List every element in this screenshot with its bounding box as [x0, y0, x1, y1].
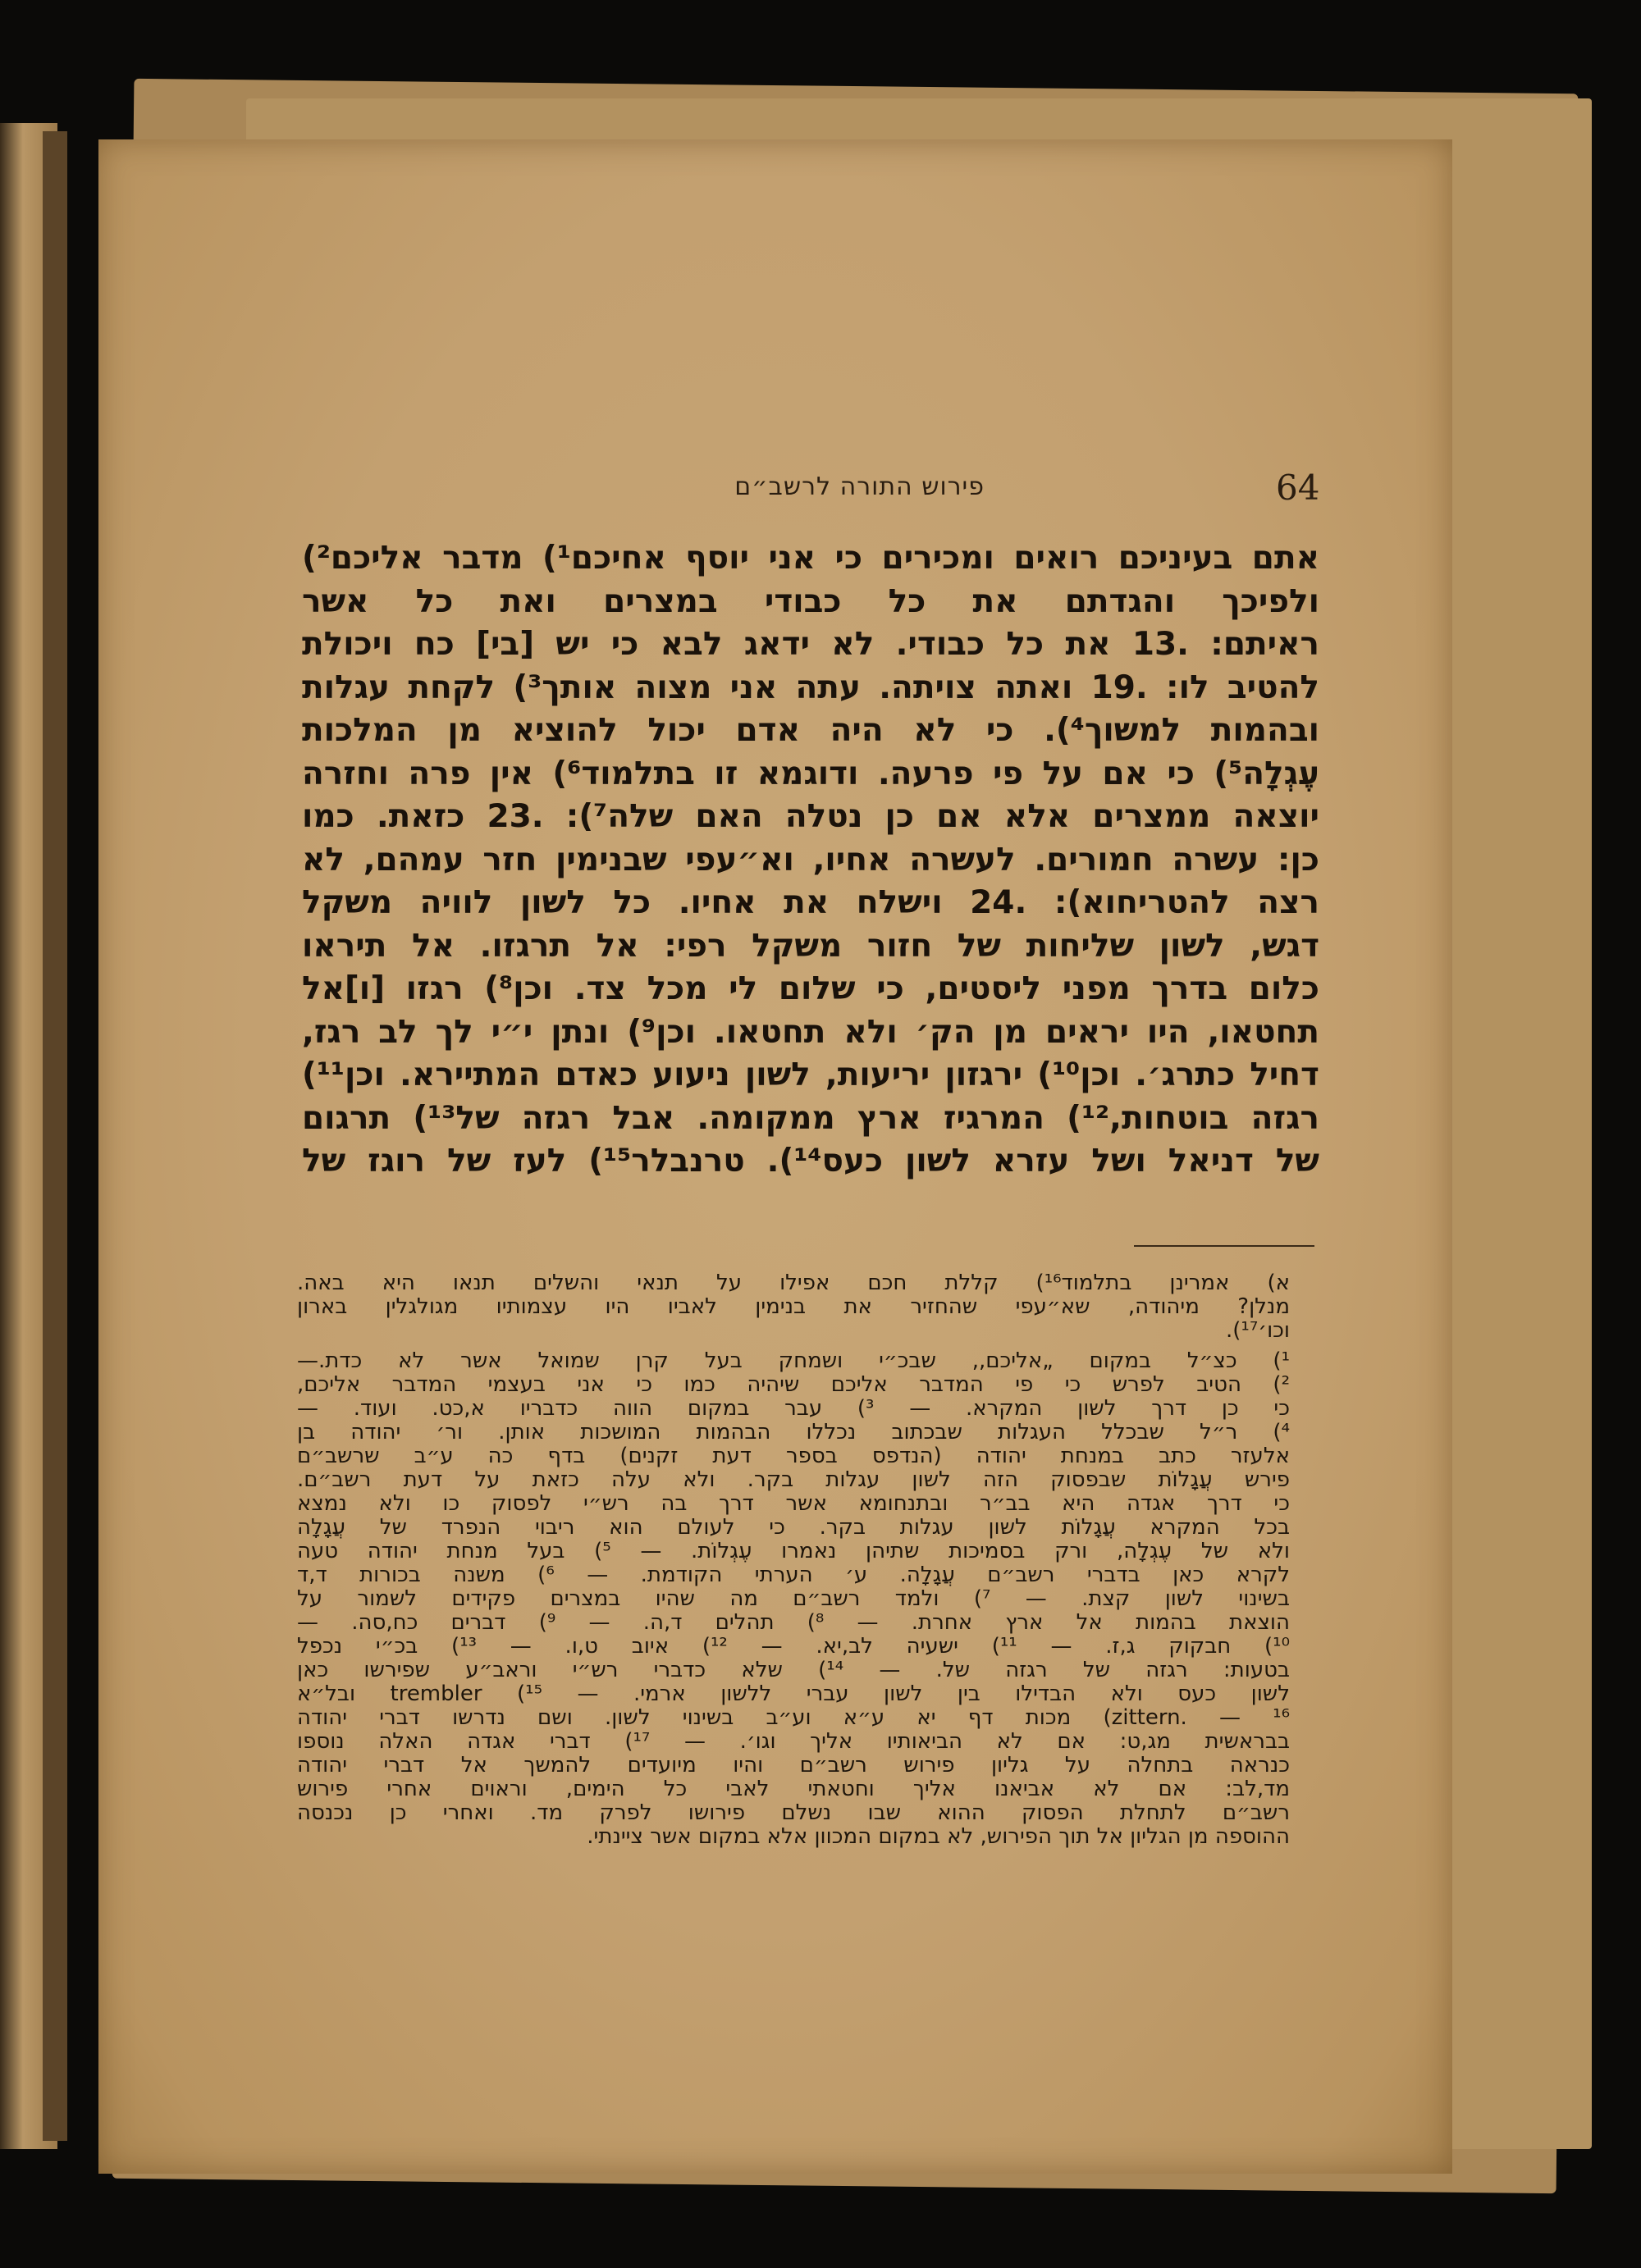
footnote-line: אלעזר כתב במנחת יהודה (הנדפס בספר דעת זקנים) בדף כה ע״ב שרשב״ם: [297, 1444, 1290, 1468]
footnote-line: פירש עֲגָלוֹת שבפסוק הזה לשון עגלות בקר. ולא עלה כזאת על דעת רשב״ם.: [297, 1467, 1290, 1492]
main-text-line: רגזה בוטחות,¹²) המרגיז ארץ ממקומה. אבל רגזה של¹³) תרגום: [302, 1099, 1319, 1137]
footnote-line: בבראשית מג,ט: אם לא הביאותיו אליך וגו׳. — ¹⁷) דברי אגדה האלה נוספו: [297, 1729, 1291, 1754]
footnote-line: ולא של עֶגְלָה, ורק בסמיכות שתיהן נאמרו עֶגְלוֹת. — ⁵) בעל מנחת יהודה טעה: [297, 1539, 1290, 1563]
main-text-line: כלום בדרך מפני ליסטים, כי שלום לי מכל צד. וכן⁸) רגזו [ו]אל: [302, 970, 1319, 1007]
main-text-line: ראיתם: .13 את כל כבודי. לא ידאג לבא כי יש [בי] כח ויכולת: [302, 626, 1319, 663]
main-text-line: דגש, לשון שליחות של חזור משקל רפי: אל תרגזו. אל תיראו: [302, 927, 1319, 965]
footnotes: [297, 1271, 1290, 1849]
footnote-separator: [1134, 1245, 1314, 1247]
book-page: [98, 139, 1452, 2174]
footnote-line: zittern. — ¹⁶) מכות דף יא ע״א וע״ב בשינוי לשון. ושם נדרשו דברי יהודה: [297, 1705, 1290, 1730]
main-text-line: אתם בעיניכם רואים ומכירים כי אני יוסף אחיכם¹) מדבר אליכם²): [302, 540, 1319, 577]
page-number: 64: [1276, 468, 1320, 508]
main-text-line: תחטאו, היו יראים מן הק׳ ולא תחטאו. וכן⁹) ונתן י״י לך לב רגז,: [302, 1013, 1319, 1051]
footnote-line: כי כן דרך לשון המקרא. — ³) עבר במקום הווה כדבריו א,כט. ועוד. —: [297, 1396, 1290, 1421]
footnote-line: הוצאת בהמות אל ארץ אחרת. — ⁸) תהלים ד,ה. — ⁹) דברים כח,סה. —: [297, 1610, 1290, 1635]
main-commentary-text: [302, 537, 1319, 1184]
running-title: פירוש התורה לרשב״ם: [734, 472, 985, 501]
main-text-line: עֶגְלָה⁵) כי אם על פי פרעה. ודוגמא זו בתלמוד⁶) אין פרה וחזרה: [302, 755, 1319, 792]
footnote-line: מד,לב: אם לא אביאנו אליך וחטאתי לאבי כל הימים, וראוים אחרי פירוש: [297, 1777, 1290, 1801]
main-text-line: כן: עשרה חמורים. לעשרה אחיו, וא״עפי שבנימין חזר עמהם, לא: [302, 841, 1319, 878]
footnote-line: כי דרך אגדה היא בב״ר ובתנחומא אשר דרך בה רש״י לפסוק כו ולא נמצא: [297, 1491, 1290, 1516]
footnote-line: בכל המקרא עֲגָלוֹת לשון עגלות בקר. כי לעולם הוא ריבוי הנפרד של עֲגָלָה: [297, 1515, 1290, 1540]
footnote-line: ²) הטיב לפרש כי פי המדבר אליכם שיהיה כמו כי אני בעצמי המדבר אליכם,: [297, 1372, 1290, 1397]
footnote-a-line: א) אמרינן בתלמוד¹⁶) קללת חכם אפילו על תנאי והשלים תנאו היא באה.: [297, 1271, 1290, 1295]
footnote-line: לשון כעס ולא הבדילו בין לשון עברי ללשון ארמי. — ¹⁵) trembler ובל״א: [297, 1682, 1290, 1706]
footnote-line: ¹) כצ״ל במקום „אליכם,, שבכ״י ושמחק בעל קרן שמואל אשר לא כדת.—: [297, 1348, 1290, 1373]
footnote-line: כנראה בתחלה על גליון פירוש רשב״ם והיו מיועדים להמשך אל דברי יהודה: [297, 1753, 1290, 1777]
footnote-a-line: מנלן? מיהודה, שא״עפי שהחזיר את בנימין לאביו היו עצמותיו מגולגלין בארון: [297, 1294, 1290, 1319]
footnote-line: ⁴) ר״ל שבכלל העגלות שבכתוב נכללו הבהמות המושכות אותן. ור׳ יהודה בן: [297, 1420, 1290, 1444]
page-header: [394, 468, 1337, 517]
footnote-line: ההוספה מן הגליון אל תוך הפירוש, לא במקום המכוון אלא במקום אשר ציינתי.: [587, 1824, 1290, 1849]
main-text-line: ובהמות למשוך⁴). כי לא היה אדם יכול להוציא מן המלכות: [302, 712, 1319, 749]
footnote-line: לקרא כאן בדברי רשב״ם עֲגָלָה. ע׳ הערתי הקודמת. — ⁶) משנה בכורות ד,ד: [297, 1563, 1291, 1587]
footnote-line: בשינוי לשון קצת. — ⁷) ולמד רשב״ם מה שהיו במצרים פקידים לשמור על: [297, 1586, 1290, 1611]
main-text-line: ולפיכך והגדתם את כל כבודי במצרים ואת כל אשר: [302, 582, 1319, 620]
main-text-line: של דניאל ושל עזרא לשון כעס¹⁴). טרנבלר¹⁵) לעז של רוגז של: [302, 1143, 1319, 1180]
footnote-line: בטעות: רגזה של רגזה של. — ¹⁴) שלא כדברי רש״י וראב״ע שפירשו כאן: [297, 1658, 1291, 1682]
footnote-line: רשב״ם לתחלת הפסוק ההוא שבו נשלם פירושו לפרק מד. ואחרי כן נכנסה: [297, 1800, 1290, 1825]
main-text-line: להטיב לו: .19 ואתה צויתה. עתה אני מצוה אותך³) לקחת עגלות: [302, 669, 1320, 706]
main-text-line: דחיל כתרג׳. וכן¹⁰) ירגזון יריעות, לשון ניעוע כאדם המתיירא. וכן¹¹): [302, 1056, 1319, 1093]
adjacent-page-shadow: [43, 131, 67, 2141]
main-text-line: רצה להטריחוא): .24 וישלח את אחיו. כל לשון לוויה משקל: [302, 884, 1319, 921]
footnote-line: ¹⁰) חבקוק ג,ז. — ¹¹) ישעיה לב,יא. — ¹²) איוב ט,ו. — ¹³) בכ״י נכפל: [297, 1634, 1290, 1659]
footnote-a-line: וכו׳¹⁷).: [1225, 1318, 1290, 1343]
main-text-line: יוצאה ממצרים אלא אם כן נטלה האם שלה⁷): .23 כזאת. כמו: [302, 798, 1319, 835]
